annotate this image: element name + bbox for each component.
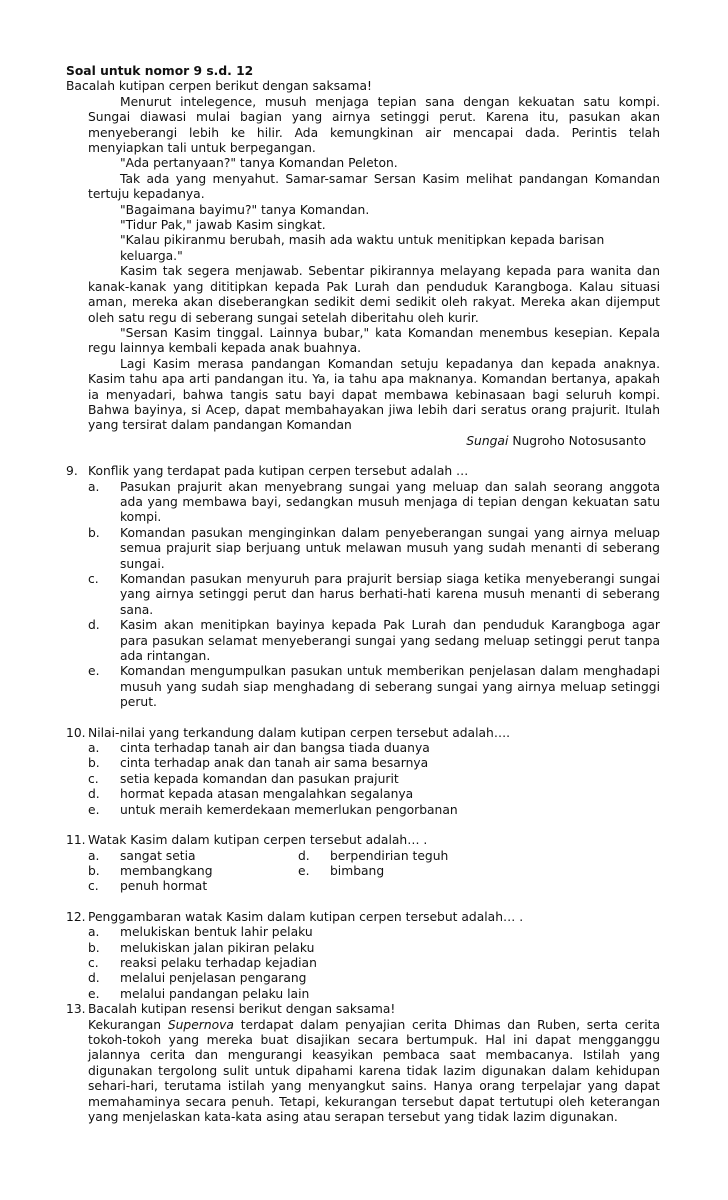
review-text: terdapat dalam penyajian cerita Dhimas dan Ruben, serta cerita tokoh-tokoh yang mereka buat disajikan secara bertumpuk. Hal ini dapat mengganggu jalannya cerita dan mengurangi keasyikan pembaca saat membacanya. Istilah yang digunakan tergolong sulit untuk dipahami karena tidak lazim digunakan dalam kehidupan sehari-hari, terutama istilah yang menyangkut sains. Hanya orang terpelajar yang dapat memahaminya secara penuh. Tetapi, kekurangan tersebut dapat tertutupi oleh keterangan yang menjelaskan kata-kata asing atau serapan tersebut yang tidak lazim digunakan. (88, 1017, 660, 1124)
option-letter: e. (88, 986, 100, 1001)
question-9 (66, 464, 660, 711)
option-text: sangat setia (120, 848, 196, 863)
option-letter: a. (88, 741, 100, 756)
story-paragraph: "Bagaimana bayimu?" tanya Komandan. (120, 202, 370, 217)
option-letter: b. (88, 525, 100, 540)
option-text: melukiskan jalan pikiran pelaku (120, 940, 315, 955)
option-text: melalui pandangan pelaku lain (120, 986, 310, 1001)
story-paragraph: Menurut intelegence, musuh menjaga tepian sana dengan kekuatan satu kompi. Sungai diawasi mulai bagian yang airnya setinggi perut. Karena itu, pasukan akan menyeberangi lebih ke hilir. Ada kemungkinan air mencapai dada. Perintis telah menyiapkan tali untuk berpegangan. (88, 94, 660, 156)
option-c (88, 772, 660, 787)
option-e (280, 864, 472, 879)
option-a (88, 741, 660, 756)
question-number: 11. (66, 833, 86, 848)
question-number: 9. (66, 464, 78, 479)
story-source (66, 434, 660, 449)
question-text: Nilai-nilai yang terkandung dalam kutipan cerpen tersebut adalah…. (88, 725, 511, 740)
option-letter: e. (88, 664, 100, 679)
option-letter: a. (88, 479, 100, 494)
option-text: reaksi pelaku terhadap kejadian (120, 955, 317, 970)
option-text: Komandan pasukan menyuruh para prajurit bersiap siaga ketika menyeberangi sungai yang airnya setinggi perut dan harus berhati-hati karena musuh menanti di seberang sana. (120, 572, 660, 617)
option-text: Komandan pasukan menginginkan dalam penyeberangan sungai yang airnya meluap semua prajurit siap berjuang untuk melawan musuh yang sudah menanti di seberang sungai. (120, 525, 660, 571)
option-letter: d. (298, 848, 310, 863)
option-letter: b. (88, 756, 100, 771)
story-paragraph: "Sersan Kasim tinggal. Lainnya bubar," kata Komandan menembus kesepian. Kepala regu lainnya kembali kepada anak buahnya. (88, 325, 660, 356)
question-text: Penggambaran watak Kasim dalam kutipan cerpen tersebut adalah… . (88, 909, 524, 924)
option-letter: d. (88, 787, 100, 802)
option-b (88, 526, 660, 572)
question-text: Watak Kasim dalam kutipan cerpen tersebut adalah… . (88, 833, 428, 848)
option-e (88, 987, 660, 1002)
question-12 (66, 910, 660, 1002)
source-author: Nugroho Notosusanto (512, 433, 646, 448)
question-text: Konflik yang terdapat pada kutipan cerpen tersebut adalah … (88, 464, 469, 479)
source-title: Sungai (466, 433, 509, 448)
option-text: bimbang (330, 863, 385, 878)
review-book-title: Supernova (167, 1017, 234, 1032)
question-11 (66, 833, 660, 895)
story-paragraph: "Kalau pikiranmu berubah, masih ada waktu untuk menitipkan kepada barisan keluarga." (120, 233, 605, 263)
option-letter: a. (88, 848, 100, 863)
option-text: berpendirian teguh (330, 848, 449, 863)
option-text: melukiskan bentuk lahir pelaku (120, 925, 313, 940)
option-letter: c. (88, 572, 99, 586)
story-paragraph: Lagi Kasim merasa pandangan Komandan setuju kepadanya dan kepada anaknya. Kasim tahu apa arti pandangan itu. Ya, ia tahu apa maknanya. Komandan bertanya, apakah ia menyadari, bahwa tangis satu bayi dapat membawa kebinasaan bagi seluruh kompi. Bahwa bayinya, si Acep, dapat membahayakan jiwa lebih dari seratus orang prajurit. Itulah yang tersirat dalam pandangan Komandan (88, 356, 660, 433)
option-letter: b. (88, 940, 100, 955)
option-c (88, 879, 660, 894)
option-text: cinta terhadap anak dan tanah air sama besarnya (120, 756, 429, 771)
option-letter: a. (88, 925, 100, 940)
option-d (88, 618, 660, 664)
option-d (280, 849, 472, 864)
option-text: untuk meraih kemerdekaan memerlukan pengorbanan (120, 802, 458, 817)
option-letter: c. (88, 879, 99, 894)
option-a (88, 849, 280, 864)
option-c (88, 572, 660, 618)
option-text: setia kepada komandan dan pasukan prajurit (120, 771, 399, 786)
option-text: cinta terhadap tanah air dan bangsa tiada duanya (120, 741, 430, 756)
story-paragraph: "Ada pertanyaan?" tanya Komandan Peleton. (120, 156, 398, 171)
story-paragraph: Kasim tak segera menjawab. Sebentar pikirannya melayang kepada para wanita dan kanak-kanak yang dititipkan kepada Pak Lurah dan penduduk Karangboga. Kalau situasi aman, mereka akan diseberangkan sedikit demi sedikit oleh rakyat. Mereka akan dijemput oleh satu regu di seberang sungai setelah diberitahu oleh kurir. (88, 264, 660, 325)
option-letter: d. (88, 971, 100, 986)
question-13 (66, 1002, 660, 1125)
option-letter: e. (298, 863, 310, 878)
review-excerpt (88, 1018, 660, 1126)
question-number: 12. (66, 909, 86, 924)
option-text: membangkang (120, 863, 213, 878)
story-paragraph: Tak ada yang menyahut. Samar-samar Sersan Kasim melihat pandangan Komandan tertuju kepadanya. (88, 171, 660, 202)
option-d (88, 971, 660, 986)
option-letter: d. (88, 618, 100, 633)
option-a (88, 480, 660, 526)
option-letter: c. (88, 955, 99, 970)
option-text: Pasukan prajurit akan menyebrang sungai yang meluap dan salah seorang anggota ada yang membawa bayi, sedangkan musuh menjaga di tepian dengan kekuatan satu kompi. (120, 479, 660, 525)
question-number: 10. (66, 725, 86, 740)
review-prefix: Kekurangan (88, 1017, 162, 1032)
option-letter: b. (88, 863, 100, 878)
option-b (88, 864, 280, 879)
question-number: 13. (66, 1002, 86, 1017)
story-excerpt (66, 95, 660, 449)
option-text: Kasim akan menitipkan bayinya kepada Pak Lurah dan penduduk Karangboga agar para pasukan selamat menyeberangi sungai yang sedang meluap setinggi perut tanpa ada rintangan. (120, 618, 660, 664)
option-text: hormat kepada atasan mengalahkan segalanya (120, 787, 414, 802)
story-paragraph: "Tidur Pak," jawab Kasim singkat. (120, 218, 326, 233)
question-10 (66, 726, 660, 818)
section-heading: Soal untuk nomor 9 s.d. 12 (66, 64, 254, 78)
option-b (88, 941, 660, 956)
option-c (88, 956, 660, 971)
option-text: penuh hormat (120, 879, 208, 894)
question-text: Bacalah kutipan resensi berikut dengan saksama! (88, 1002, 396, 1017)
option-letter: e. (88, 802, 100, 817)
option-a (88, 925, 660, 940)
option-text: Komandan mengumpulkan pasukan untuk memberikan penjelasan dalam menghadapi musuh yang sudah siap menghadang di seberang sungai yang airnya meluap setinggi perut. (120, 664, 660, 710)
instruction: Bacalah kutipan cerpen berikut dengan saksama! (66, 79, 372, 94)
option-e (88, 664, 660, 710)
option-text: melalui penjelasan pengarang (120, 971, 307, 986)
option-b (88, 756, 660, 771)
option-letter: c. (88, 771, 99, 786)
option-e (88, 803, 660, 818)
option-d (88, 787, 660, 802)
